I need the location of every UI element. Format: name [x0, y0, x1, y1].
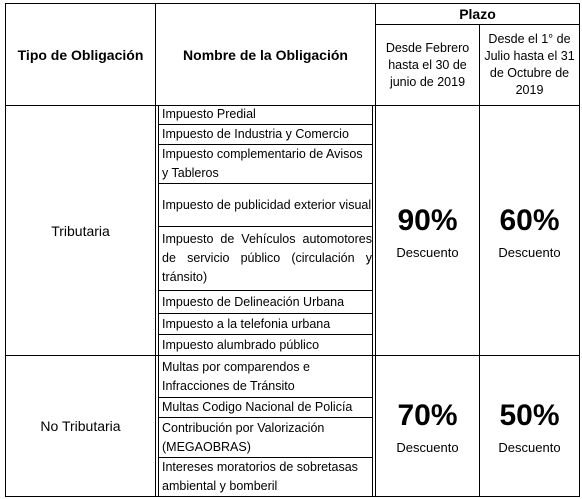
discount-label: Descuento: [498, 440, 561, 455]
header-tipo: Tipo de Obligación: [17, 46, 144, 63]
header-period-1: Desde Febrero hasta el 30 de junio de 2019: [385, 40, 470, 89]
list-item: Impuesto de Industria y Comercio: [162, 127, 349, 141]
list-item: Multas Codigo Nacional de Policía: [162, 400, 353, 414]
list-item: Intereses moratorios de sobretasas ambiental y bomberil: [162, 460, 358, 493]
list-item: Impuesto Predial: [162, 107, 256, 121]
discount-cell: [376, 399, 479, 457]
list-item: Impuesto de Vehículos automotores de servicio público (circulación y tránsito): [162, 232, 372, 284]
list-item: Contribución por Valorización (MEGAOBRAS): [162, 420, 325, 454]
discount-value: 60%: [499, 204, 560, 237]
discount-table: [5, 3, 580, 497]
list-item: Impuesto alumbrado público: [162, 337, 320, 352]
discount-label: Descuento: [396, 245, 459, 260]
discount-value: 50%: [499, 399, 560, 432]
discount-value: 70%: [397, 399, 458, 432]
list-item: Impuesto de publicidad exterior visual: [162, 197, 372, 212]
discount-cell: [376, 204, 479, 262]
discount-value: 90%: [397, 204, 458, 237]
list-item: Impuesto a la telefonia urbana: [162, 316, 331, 331]
list-item: Impuesto complementario de Avisos y Tableros: [162, 147, 363, 180]
list-item: Multas por comparendos e Infracciones de Tránsito: [162, 359, 310, 393]
header-nombre: Nombre de la Obligación: [183, 46, 348, 63]
discount-label: Descuento: [396, 440, 459, 455]
list-item: Impuesto de Delineación Urbana: [162, 294, 345, 309]
tipo-no-tributaria: No Tributaria: [40, 418, 121, 434]
header-period-2: Desde el 1° de Julio hasta el 31 de Octubre de 2019: [484, 32, 575, 97]
discount-cell: [480, 204, 579, 262]
discount-cell: [480, 399, 579, 457]
header-plazo: Plazo: [459, 6, 496, 22]
tipo-tributaria: Tributaria: [51, 222, 110, 239]
discount-label: Descuento: [498, 245, 561, 260]
